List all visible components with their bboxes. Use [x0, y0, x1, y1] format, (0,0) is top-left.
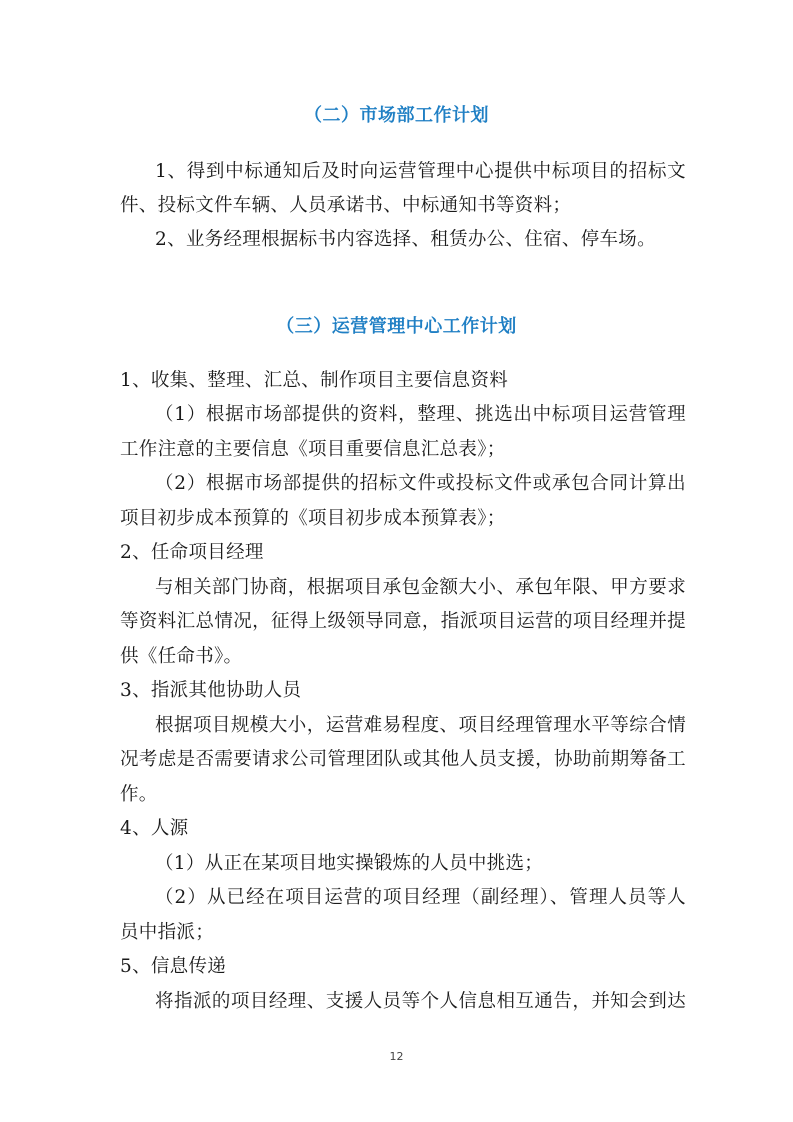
s3-p1-sub2-line2: 项目初步成本预算的《项目初步成本预算表》；: [120, 508, 506, 529]
s3-p1-sub1-line1: （1）根据市场部提供的资料，整理、挑选出中标项目运营管理: [155, 404, 686, 425]
s3-p3-title: 3、指派其他协助人员: [120, 680, 302, 701]
section-3-heading: （三）运营管理中心工作计划: [276, 316, 517, 337]
s3-p2-line3: 供《任命书》。: [120, 646, 243, 667]
s3-p1-sub2-line1: （2）根据市场部提供的招标文件或投标文件或承包合同计算出: [155, 473, 686, 494]
s3-p2-title: 2、任命项目经理: [120, 542, 264, 563]
s3-p4-title: 4、人源: [120, 818, 189, 839]
s3-p3-line3: 作。: [120, 784, 158, 805]
s3-p1-title: 1、收集、整理、汇总、制作项目主要信息资料: [120, 370, 509, 391]
s3-p5-line1: 将指派的项目经理、支援人员等个人信息相互通告，并知会到达: [155, 991, 686, 1012]
s2-item1-line1: 1、得到中标通知后及时向运营管理中心提供中标项目的招标文: [155, 161, 686, 182]
section-2-heading: （二）市场部工作计划: [304, 105, 489, 126]
s2-item2: 2、业务经理根据标书内容选择、租赁办公、住宿、停车场。: [155, 229, 656, 250]
s3-p4-sub2-line2: 员中指派；: [120, 922, 215, 943]
s3-p5-title: 5、信息传递: [120, 956, 227, 977]
s3-p3-line1: 根据项目规模大小，运营难易程度、项目经理管理水平等综合情: [155, 715, 686, 736]
s3-p3-line2: 况考虑是否需要请求公司管理团队或其他人员支援，协助前期筹备工: [120, 749, 686, 770]
page-number: 12: [389, 1050, 404, 1063]
s2-item1-line2: 件、投标文件车辆、人员承诺书、中标通知书等资料；: [120, 195, 572, 216]
s3-p1-sub1-line2: 工作注意的主要信息《项目重要信息汇总表》；: [120, 439, 506, 460]
s3-p2-line1: 与相关部门协商，根据项目承包金额大小、承包年限、甲方要求: [155, 577, 686, 598]
s3-p4-sub2-line1: （2）从已经在项目运营的项目经理（副经理）、管理人员等人: [155, 887, 686, 908]
s3-p2-line2: 等资料汇总情况，征得上级领导同意，指派项目运营的项目经理并提: [120, 611, 686, 632]
s3-p4-sub1: （1）从正在某项目地实操锻炼的人员中挑选；: [155, 853, 544, 874]
